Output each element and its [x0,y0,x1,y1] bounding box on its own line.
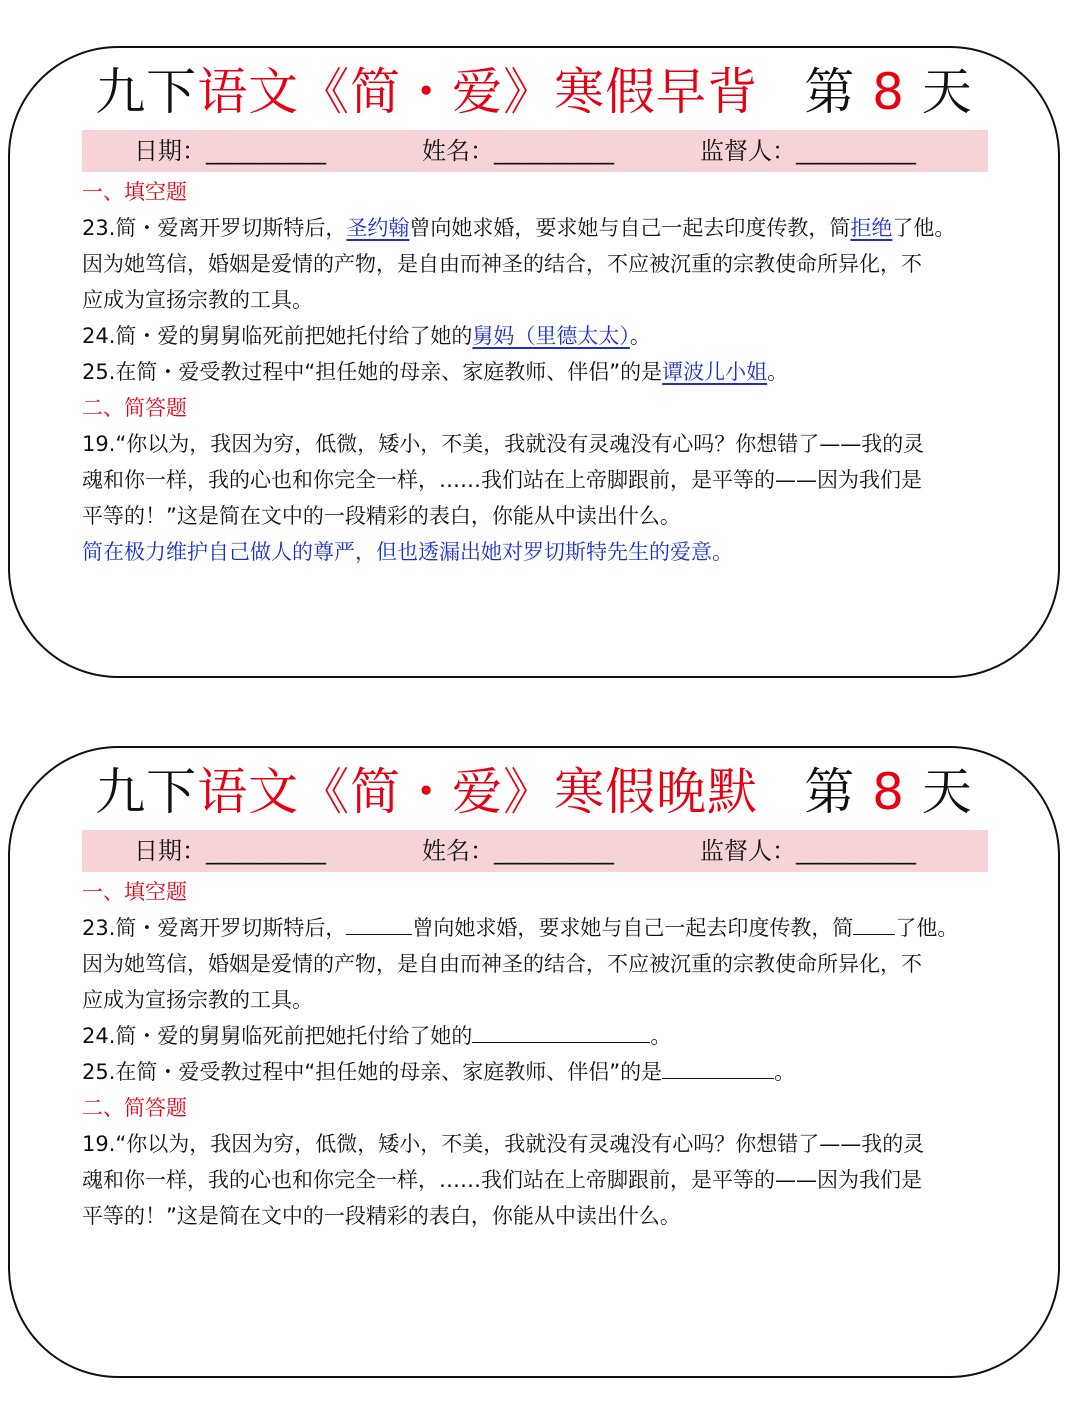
q24-text-a: 24.简・爱的舅舅临死前把她托付给了她的 [82,324,473,348]
q25-text-b: 。 [774,1060,796,1084]
question-19-line-1: 19.“你以为，我因为穷，低微，矮小，不美，我就没有灵魂没有心吗？你想错了——我的灵 [82,1132,925,1156]
q23-text-c: 了他。 [892,216,956,240]
question-content [82,174,1002,570]
supervisor-field: 监督人：__________ [700,137,916,165]
q25-blank[interactable] [662,1056,774,1079]
card-title [10,60,1058,124]
q24-text-a: 24.简・爱的舅舅临死前把她托付给了她的 [82,1024,473,1048]
question-19-line-3: 平等的！”这是简在文中的一段精彩的表白，你能从中读出什么。 [82,1204,681,1228]
supervisor-field: 监督人：__________ [700,837,916,865]
q23-answer-1: 圣约翰 [346,216,410,240]
q24-text-b: 。 [650,1024,672,1048]
q25-text-a: 25.在简・爱受教过程中“担任她的母亲、家庭教师、伴侣”的是 [82,1060,663,1084]
title-subject: 语文《简・爱》寒假早背 [197,63,759,121]
q23-text-b: 曾向她求婚，要求她与自己一起去印度传教，简 [412,916,854,940]
title-grade: 九下 [95,763,198,821]
info-bar [82,830,988,872]
question-25 [82,354,1002,390]
info-bar [82,130,988,172]
question-19-answer: 简在极力维护自己做人的尊严，但也透漏出她对罗切斯特先生的爱意。 [82,540,733,564]
q24-blank[interactable] [472,1020,650,1043]
question-23-line-1 [82,910,1002,946]
title-grade: 九下 [95,63,198,121]
title-day-prefix: 第 [804,63,873,121]
question-23-line-3: 应成为宣扬宗教的工具。 [82,988,313,1012]
question-25 [82,1054,1002,1090]
morning-recitation-card [8,46,1060,678]
question-23-line-3: 应成为宣扬宗教的工具。 [82,288,313,312]
title-day-suffix: 天 [904,763,973,821]
name-field: 姓名：__________ [422,837,614,865]
section-heading-short-answer: 二、简答题 [82,1096,187,1120]
title-day-suffix: 天 [904,63,973,121]
section-heading-short-answer: 二、简答题 [82,396,187,420]
q24-text-b: 。 [629,324,651,348]
name-field: 姓名：__________ [422,137,614,165]
q23-blank-2[interactable] [853,912,895,935]
q23-text-a: 23.简・爱离开罗切斯特后， [82,216,347,240]
question-24 [82,1018,1002,1054]
q23-answer-2: 拒绝 [850,216,893,240]
card-title [10,760,1058,824]
section-heading-fill-blank: 一、填空题 [82,180,187,204]
q25-text-b: 。 [767,360,789,384]
section-heading-fill-blank: 一、填空题 [82,880,187,904]
q24-answer: 舅妈（里德太太） [472,324,630,348]
title-day-number: 8 [872,763,905,821]
question-23-line-2: 因为她笃信，婚姻是爱情的产物，是自由而神圣的结合，不应被沉重的宗教使命所异化，不 [82,252,922,276]
q23-text-a: 23.简・爱离开罗切斯特后， [82,916,347,940]
question-24 [82,318,1002,354]
question-content [82,874,1002,1234]
title-day-number: 8 [872,63,905,121]
q25-text-a: 25.在简・爱受教过程中“担任她的母亲、家庭教师、伴侣”的是 [82,360,663,384]
question-23-line-2: 因为她笃信，婚姻是爱情的产物，是自由而神圣的结合，不应被沉重的宗教使命所异化，不 [82,952,922,976]
date-field: 日期：__________ [134,837,326,865]
question-19-line-2: 魂和你一样，我的心也和你完全一样，……我们站在上帝脚跟前，是平等的——因为我们是 [82,1168,922,1192]
evening-dictation-card [8,746,1060,1378]
question-19-line-1: 19.“你以为，我因为穷，低微，矮小，不美，我就没有灵魂没有心吗？你想错了——我的灵 [82,432,925,456]
question-19-line-3: 平等的！”这是简在文中的一段精彩的表白，你能从中读出什么。 [82,504,681,528]
q23-text-c: 了他。 [895,916,959,940]
q25-answer: 谭波儿小姐 [662,360,768,384]
q23-blank-1[interactable] [346,912,412,935]
date-field: 日期：__________ [134,137,326,165]
question-23-line-1 [82,210,1002,246]
title-day-prefix: 第 [804,763,873,821]
title-subject: 语文《简・爱》寒假晚默 [197,763,759,821]
q23-text-b: 曾向她求婚，要求她与自己一起去印度传教，简 [409,216,851,240]
question-19-line-2: 魂和你一样，我的心也和你完全一样，……我们站在上帝脚跟前，是平等的——因为我们是 [82,468,922,492]
